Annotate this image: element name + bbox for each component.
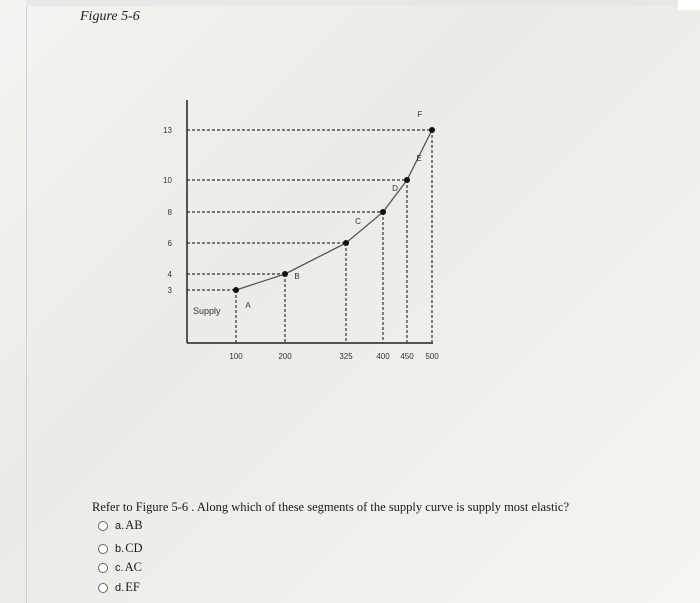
x-tick-label: 325 — [339, 352, 353, 361]
choice-c[interactable] — [98, 560, 142, 575]
segment-label-f: F — [417, 110, 423, 119]
point-a — [233, 287, 239, 293]
choice-c-letter: c. — [115, 561, 124, 574]
segment-label-e: E — [416, 154, 422, 163]
y-tick-label: 6 — [167, 239, 172, 248]
radio-a[interactable] — [98, 521, 108, 531]
radio-d[interactable] — [98, 583, 108, 593]
choice-c-text: AC — [124, 560, 142, 574]
point-b — [282, 271, 288, 277]
choice-a-text: AB — [125, 518, 143, 532]
y-tick-label: 4 — [167, 270, 172, 279]
segment-label-d: D — [392, 184, 398, 193]
x-tick-label: 400 — [376, 352, 390, 361]
choice-a-letter: a. — [115, 519, 125, 532]
segment-label-c: C — [355, 217, 361, 226]
x-tick-label: 450 — [400, 352, 414, 361]
x-tick-label: 200 — [278, 352, 292, 361]
radio-c[interactable] — [98, 563, 108, 573]
question-text: Refer to Figure 5-6 . Along which of these segments of the supply curve is supply most elastic? — [92, 500, 569, 514]
supply-curve-label: Supply — [193, 306, 221, 316]
supply-curve — [236, 130, 432, 290]
point-e — [404, 177, 410, 183]
choice-b-letter: b. — [115, 542, 125, 555]
choice-d[interactable] — [98, 580, 140, 595]
y-tick-label: 13 — [163, 126, 172, 135]
point-c — [343, 240, 349, 246]
choice-b-text: CD — [125, 541, 143, 555]
choice-b[interactable] — [98, 541, 143, 556]
y-tick-label: 10 — [163, 176, 172, 185]
choice-d-letter: d. — [115, 581, 125, 594]
segment-label-a: A — [245, 301, 251, 310]
point-f — [429, 127, 435, 133]
choice-d-text: EF — [125, 580, 140, 594]
point-d — [380, 209, 386, 215]
y-tick-label: 3 — [167, 286, 172, 295]
x-tick-label: 100 — [229, 352, 243, 361]
figure-title: Figure 5-6 — [80, 9, 140, 24]
radio-b[interactable] — [98, 544, 108, 554]
y-tick-label: 8 — [167, 208, 172, 217]
segment-label-b: B — [294, 272, 300, 281]
x-tick-label: 500 — [425, 352, 439, 361]
choice-a[interactable] — [98, 518, 143, 533]
